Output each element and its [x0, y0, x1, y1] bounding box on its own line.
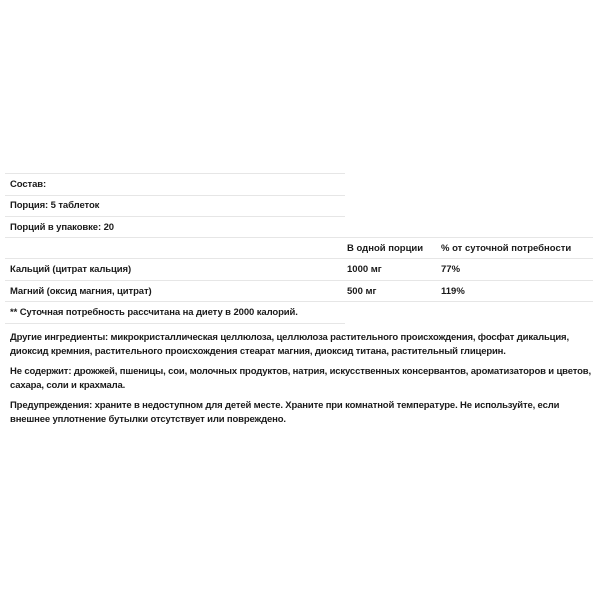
divider: [5, 195, 345, 196]
servings-per-container: Порций в упаковке: 20: [10, 222, 114, 233]
divider: [5, 280, 593, 281]
footnote: ** Суточная потребность рассчитана на диету в 2000 калорий.: [10, 307, 298, 318]
nutrient-dv: 119%: [441, 286, 465, 297]
nutrient-amount: 500 мг: [347, 286, 377, 297]
divider: [5, 258, 593, 259]
divider: [5, 216, 345, 217]
divider: [5, 301, 593, 302]
header-per-serving: В одной порции: [347, 243, 424, 254]
serving-size: Порция: 5 таблеток: [10, 200, 100, 211]
warnings: Предупреждения: храните в недоступном для детей месте. Храните при комнатной температуре. Не используйте, если внешнее уплотнение бутылки отсутствует или повреждено.: [10, 400, 560, 425]
nutrient-name: Кальций (цитрат кальция): [10, 264, 132, 275]
nutrient-name: Магний (оксид магния, цитрат): [10, 286, 152, 297]
header-daily-value: % от суточной потребности: [441, 243, 572, 254]
nutrient-dv: 77%: [441, 264, 461, 275]
composition-label: Состав:: [10, 179, 47, 190]
other-ingredients: Другие ингредиенты: микрокристаллическая целлюлоза, целлюлоза растительного происхождения, фосфат дикальция, диоксид кремния, растительного происхождения стеарат магния, диоксид титана, растительный глицерин.: [10, 332, 569, 357]
divider: [5, 237, 593, 238]
nutrient-amount: 1000 мг: [347, 264, 382, 275]
free-of: Не содержит: дрожжей, пшеницы, сои, молочных продуктов, натрия, искусственных консервантов, ароматизаторов и цветов, сахара, соли и крахмала.: [10, 366, 591, 391]
divider: [5, 173, 345, 174]
divider: [5, 323, 345, 324]
